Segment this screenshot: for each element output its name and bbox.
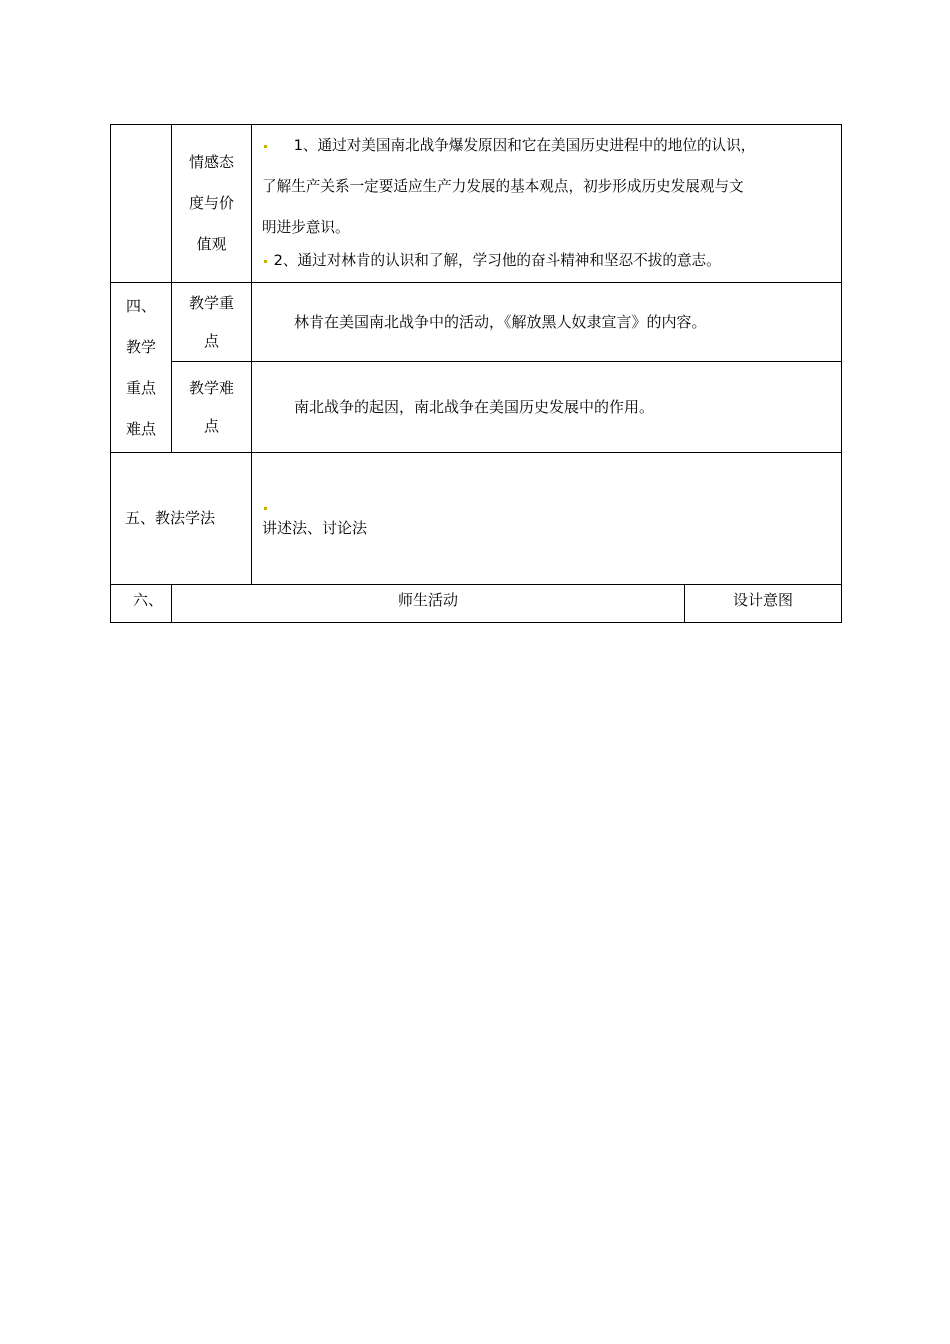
method-spacer [262, 488, 831, 508]
emotion-item-1-line-2: 了解生产关系一定要适应生产力发展的基本观点，初步形成历史发展观与文 [262, 178, 744, 195]
section-4-label [111, 283, 172, 453]
label-line: 情感态 [188, 153, 234, 171]
key-point-row [111, 283, 842, 362]
emotion-content [252, 125, 842, 283]
emotion-label [172, 125, 252, 283]
label-line: 点 [203, 417, 219, 435]
label-line: 值观 [196, 235, 227, 253]
label-line: 四、 [125, 296, 156, 315]
method-text: 讲述法、讨论法 [262, 519, 368, 537]
difficult-point-text: 南北战争的起因，南北战争在美国历史发展中的作用。 [252, 362, 842, 453]
label-line: 度与价 [188, 194, 234, 212]
difficult-point-row [111, 362, 842, 453]
label-line: 重点 [125, 378, 156, 397]
label-line: 教学难 [188, 379, 234, 397]
label-line: 教学重 [188, 294, 234, 312]
marker-dot [264, 260, 267, 263]
method-row [111, 453, 842, 585]
label-line: 难点 [125, 419, 156, 438]
empty-cell [111, 125, 172, 283]
key-point-text: 林肯在美国南北战争中的活动，《解放黑人奴隶宣言》的内容。 [252, 283, 842, 362]
marker-dot [264, 145, 267, 148]
emotion-item-1-line-3: 明进步意识。 [262, 219, 350, 236]
emotion-item-1: 1、通过对美国南北战争爆发原因和它在美国历史进程中的地位的认识， [262, 125, 831, 166]
activities-header-row [111, 585, 842, 623]
emotion-item-2: 2、通过对林肯的认识和了解，学习他的奋斗精神和坚忍不拔的意志。 [262, 248, 831, 282]
activities-header: 师生活动 [172, 585, 685, 623]
difficult-point-label [172, 362, 252, 453]
label-line: 教学 [125, 337, 156, 356]
key-point-label [172, 283, 252, 362]
lesson-plan-table [110, 124, 842, 623]
section-5-label: 五、教法学法 [111, 453, 252, 585]
method-content [252, 453, 842, 585]
intent-header: 设计意图 [685, 585, 842, 623]
emotion-row [111, 125, 842, 283]
section-6-label: 六、 [111, 585, 172, 623]
label-line: 点 [203, 332, 219, 350]
